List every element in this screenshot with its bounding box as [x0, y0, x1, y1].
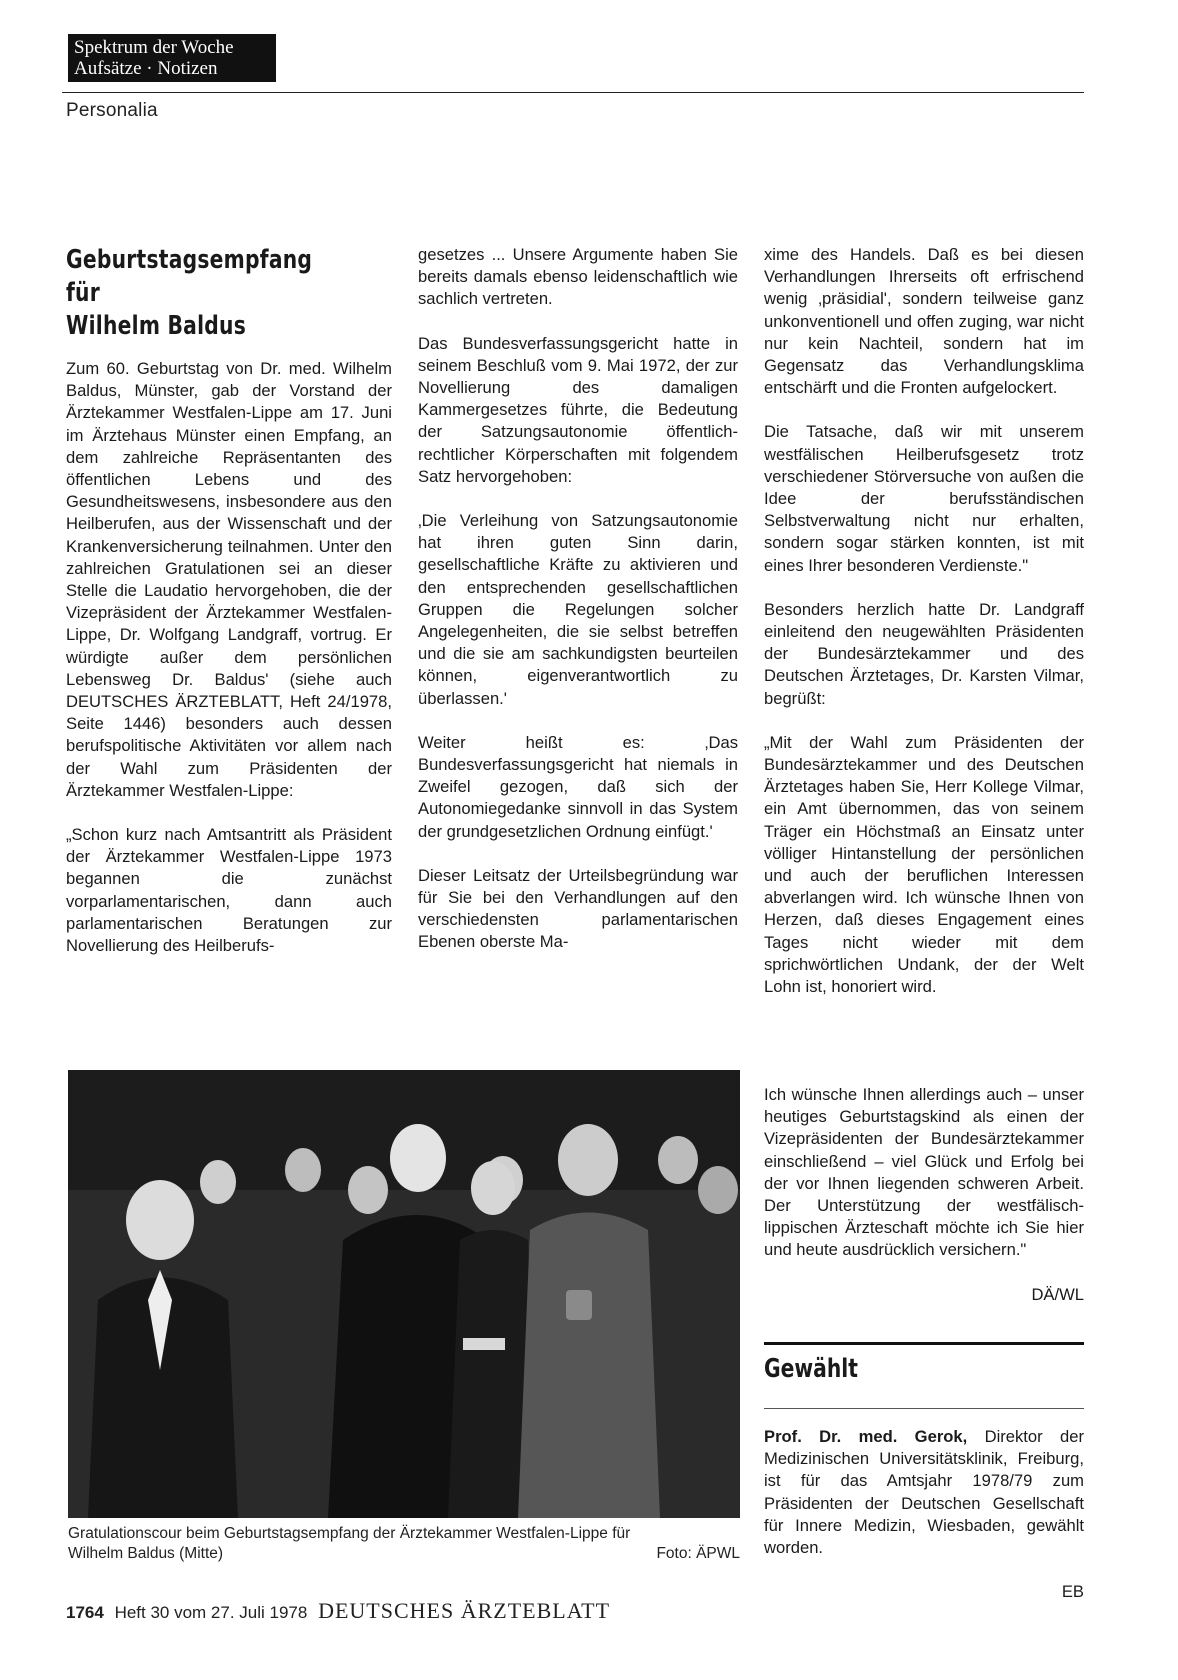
paragraph: gesetzes ... Unsere Argumente haben Sie bereits damals ebenso leidenschaftlich wie sachlich vertreten. [418, 245, 738, 309]
news-photo [68, 1070, 740, 1518]
gewaehlt-notice [764, 1426, 1084, 1603]
journal-name: DEUTSCHES ÄRZTEBLATT [318, 1598, 611, 1623]
paragraph: xime des Handels. Daß es bei diesen Verhandlungen Ihrerseits oft erfrischend wenig ‚präsidial', sondern teilweise ganz unkonventionell und offen zuging, war nicht nur kein Nachteil, sondern hat im Gegensatz das Verhandlungsklima entschärft und die Fronten aufgelockert. [764, 245, 1084, 398]
gewaehlt-signature: EB [1061, 1582, 1084, 1602]
top-rule [62, 92, 1084, 93]
gewaehlt-paragraph [764, 1426, 1084, 1559]
section-badge-line2: Aufsätze · Notizen [74, 58, 218, 79]
gewaehlt-top-rule [764, 1342, 1084, 1345]
paragraph: ‚Die Verleihung von Satzungsautonomie hat ihren guten Sinn darin, gesellschaftliche Kräfte zu aktivieren und den entsprechenden gesellschaftlichen Gruppen die Regelungen solcher Angelegenheiten, die sie selbst betreffen und die sie am sachkundigsten beurteilen können, eigenverantwortlich zu überlassen.' [418, 511, 738, 708]
article-headline [66, 244, 331, 343]
issue-info: Heft 30 vom 27. Juli 1978 [114, 1603, 308, 1622]
paragraph: Besonders herzlich hatte Dr. Landgraff einleitend den neugewählten Präsidenten der Bundesärztekammer und des Deutschen Ärztetages, Dr. Karsten Vilmar, begrüßt: [764, 599, 1084, 708]
paragraph: Die Tatsache, daß wir mit unserem westfälischen Heilberufsgesetz trotz verschiedener Störversuche von außen die Idee der berufsständischen Selbstverwaltung nicht nur erhalten, sondern sogar stärken konnten, ist mit eines Ihrer besonderen Verdienste." [764, 422, 1084, 575]
page-number: 1764 [66, 1603, 104, 1622]
headline-line1: Geburtstagsempfang [66, 245, 313, 275]
gewaehlt-name: Prof. Dr. med. Gerok, [764, 1427, 968, 1446]
paragraph: „Mit der Wahl zum Präsidenten der Bundesärztekammer und des Deutschen Ärztetages haben Sie, Herr Kollege Vilmar, ein Amt übernommen, das von seinem Träger ein Höchstmaß an Einsatz unter völliger Hintanstellung der persönlichen und auch der beruflichen Interessen abverlangen wird. Ich wünsche Ihnen von Herzen, daß dieses Engagement eines Tages nicht wieder mit dem sprichwörtlichen Undank, der der Welt Lohn ist, honoriert wird. [764, 732, 1084, 997]
caption-line1: Gratulationscour beim Geburtstagsempfang der Ärztekammer Westfalen-Lippe für [68, 1525, 631, 1542]
article-column-1 [66, 358, 392, 957]
rubric: Personalia [66, 100, 158, 121]
photo-caption [68, 1524, 740, 1564]
paragraph: „Schon kurz nach Amtsantritt als Präsident der Ärztekammer Westfalen-Lippe 1973 begannen die zunächst vorparlamentarischen, dann auch parlamentarischen Beratungen zur Novellierung des Heilberufs- [66, 825, 392, 956]
caption-line2: Wilhelm Baldus (Mitte) [68, 1545, 224, 1562]
caption-row [68, 1544, 740, 1564]
gewaehlt-body: Direktor der Medizinischen Universitätsklinik, Freiburg, ist für das Amtsjahr 1978/79 zum Präsidenten der Deutschen Gesellschaft für Innere Medizin, Wiesbaden, gewählt worden. [764, 1427, 1084, 1558]
gewaehlt-signoff [764, 1581, 1084, 1603]
headline-line2: für [66, 278, 100, 308]
photo-credit: Foto: ÄPWL [656, 1545, 740, 1562]
article-signature: DÄ/WL [1031, 1284, 1084, 1304]
section-badge-line1: Spektrum der Woche [74, 37, 234, 58]
paragraph: Zum 60. Geburtstag von Dr. med. Wilhelm Baldus, Münster, gab der Vorstand der Ärztekammer Westfalen-Lippe am 17. Juni im Ärztehaus Münster einen Empfang, an dem zahlreiche Repräsentanten des öffentlichen Lebens und des Gesundheitswesens, insbesondere aus den Heilberufen, aus der Wissenschaft und der Krankenversicherung teilnahmen. Unter den zahlreichen Gratulationen sei an dieser Stelle die Laudatio hervorgehoben, die der Vizepräsident der Ärztekammer Westfalen-Lippe, Dr. Wolfgang Landgraff, vortrug. Er würdigte außer dem persönlichen Lebensweg Dr. Baldus' (siehe auch DEUTSCHES ÄRZTEBLATT, Heft 24/1978, Seite 1446) besonders auch dessen berufspolitische Aktivitäten vor allem nach der Wahl zum Präsidenten der Ärztekammer Westfalen-Lippe: [66, 359, 392, 800]
paragraph: Ich wünsche Ihnen allerdings auch – unser heutiges Geburtstagskind als einen der Vizepräsidenten der Bundesärztekammer einschließend – viel Glück und Erfolg bei der vor Ihnen liegenden schweren Arbeit. Der Unterstützung der westfälisch-lippischen Ärzteschaft möchte ich Sie hier und heute ausdrücklich versichern." [764, 1085, 1084, 1260]
headline-line3: Wilhelm Baldus [66, 311, 247, 341]
paragraph: Das Bundesverfassungsgericht hatte in seinem Beschluß vom 9. Mai 1972, der zur Novellierung des damaligen Kammergesetzes führte, die Bedeutung der Satzungsautonomie öffentlich-rechtlicher Körperschaften mit folgendem Satz hervorgehoben: [418, 333, 738, 486]
article-column-3 [764, 244, 1084, 998]
article-column-3-continued [764, 1084, 1084, 1306]
paragraph: Dieser Leitsatz der Urteilsbegründung war für Sie bei den Verhandlungen auf den verschiedensten parlamentarischen Ebenen oberste Ma- [418, 865, 738, 952]
article-signoff [764, 1284, 1084, 1306]
gewaehlt-separator [764, 1408, 1084, 1409]
gewaehlt-title: Gewählt [764, 1354, 858, 1384]
section-badge [68, 34, 276, 82]
article-column-2 [418, 244, 738, 954]
photo-illustration [68, 1070, 740, 1518]
page-footer [66, 1598, 610, 1624]
paragraph: Weiter heißt es: ‚Das Bundesverfassungsgericht hat niemals in Zweifel gezogen, daß sich der Autonomiegedanke sinnvoll in das System der grundgesetzlichen Ordnung einfügt.' [418, 732, 738, 841]
